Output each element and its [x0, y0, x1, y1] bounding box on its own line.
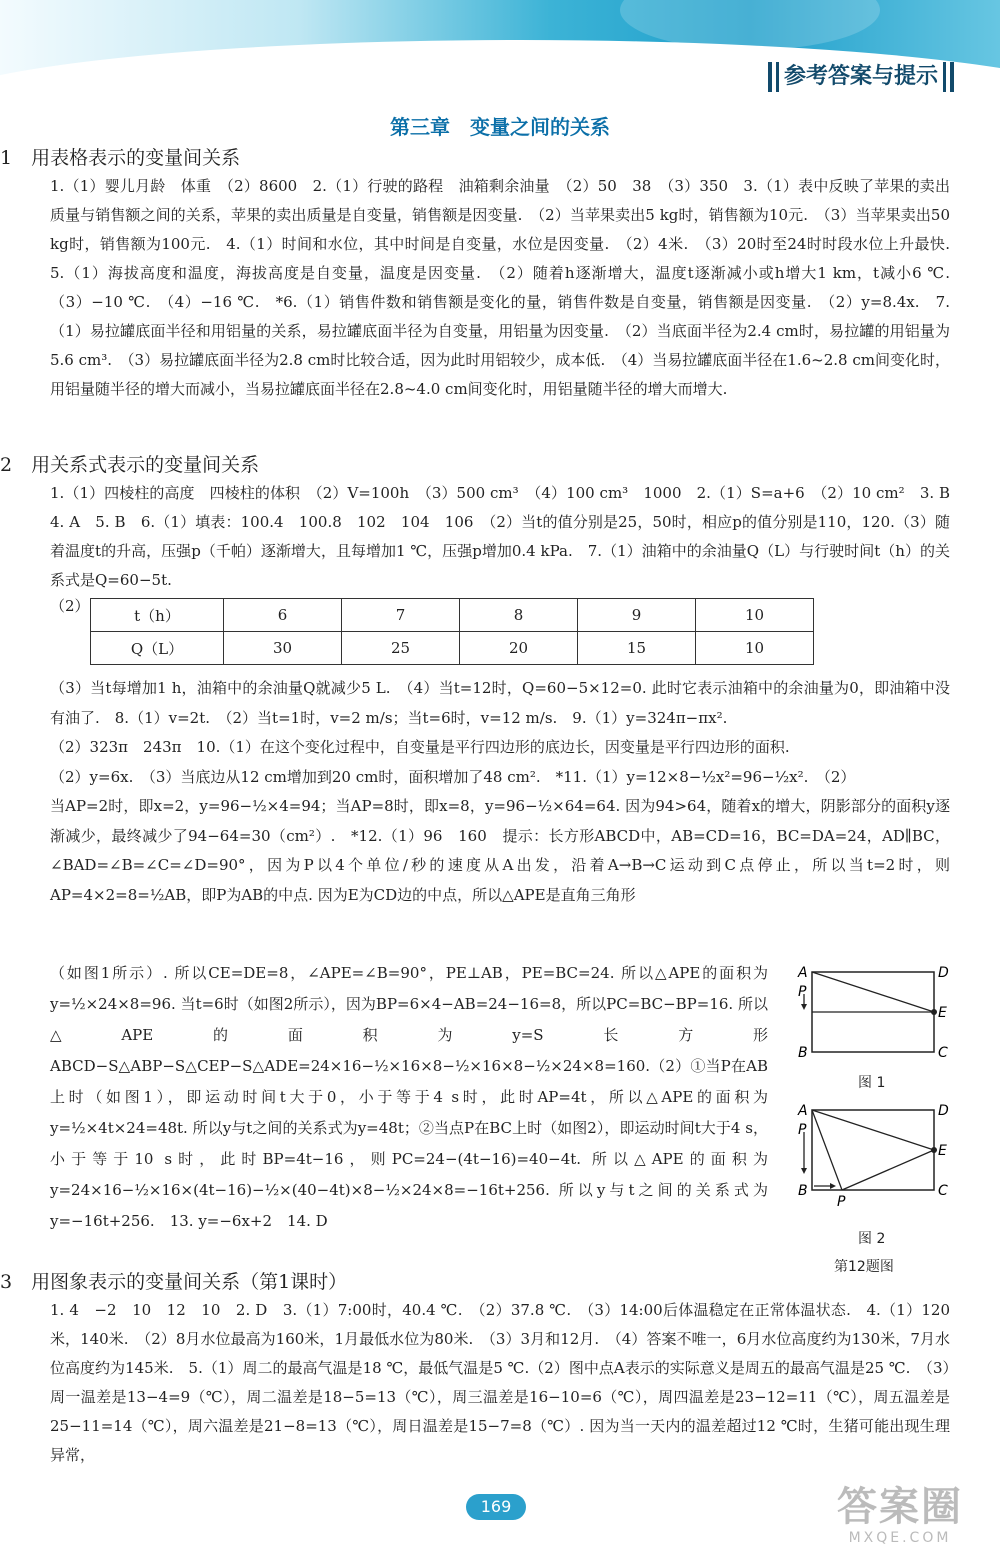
chapter-title: 第三章 变量之间的关系 [390, 115, 610, 139]
table-cell: 15 [578, 632, 696, 665]
label-a: A [798, 1103, 808, 1119]
page-number: 169 [466, 1494, 526, 1520]
label-b: B [798, 1045, 808, 1061]
table-cell: 25 [342, 632, 460, 665]
section-title-1: 1 用表格表示的变量间关系 [0, 147, 241, 169]
figure-1-caption: 图 1 [858, 1075, 886, 1091]
arrowhead-icon [801, 1004, 807, 1010]
rectangle-abcd [812, 1110, 934, 1190]
table-cell: 9 [578, 599, 696, 632]
watermark [820, 1484, 980, 1554]
answer-paragraph: 1.（1）四棱柱的高度 四棱柱的体积 （2）V=100h （3）500 cm³ （4）100 cm³ 1000 2.（1）S=a+6 （2）10 cm² 3. B 4. A 5. B 6.（1）填表：100.4 100.8 102 104 106 （2）当t的值分别是25，50时，相应p的值分别是110，120.（3）随着温度t的升高，压强p（千帕）逐渐增大，且每增加1 ℃，压强p增加0.4 kPa. 7.（1）油箱中的余油量Q（L）与行驶时间t（h）的关系式是Q=60−5t. [50, 484, 966, 589]
segment-ap [812, 1110, 842, 1190]
section-2-continued [50, 674, 950, 910]
label-a: A [798, 965, 808, 981]
table-header-cell: Q（L） [91, 632, 224, 665]
table-cell: 6 [224, 599, 342, 632]
table-cell: 7 [342, 599, 460, 632]
table-header-cell: t（h） [91, 599, 224, 632]
answer-section-tag: 参考答案与提示 [768, 62, 954, 92]
section-2-left-column [50, 958, 768, 1237]
watermark-url: MXQE.COM [848, 1530, 952, 1546]
label-d: D [938, 965, 949, 981]
answer-paragraph: 1.（1）婴儿月龄 体重 （2）8600 2.（1）行驶的路程 油箱剩余油量 （2）50 38 （3）350 3.（1）表中反映了苹果的卖出质量与销售额之间的关系，苹果的卖出质量是自变量，销售额是因变量. （2）当苹果卖出5 kg时，销售额为10元. （3）当苹果卖出50 kg时，销售额为100元. 4.（1）时间和水位，其中时间是自变量，水位是因变量. （2）4米. （3）20时至24时时段水位上升最快. 5.（1）海拔高度和温度，海拔高度是自变量，温度是因变量. （2）随着h逐渐增大，温度t逐渐减小或h增大1 km，t减小6 ℃.（3）−10 ℃. （4）−16 ℃. *6.（1）销售件数和销售额是变化的量，销售件数是自变量，销售额是因变量. （2）y=8.4x. 7.（1）易拉罐底面半径和用铝量的关系，易拉罐底面半径为自变量，用铝量为因变量. （2）当底面半径为2.4 cm时，易拉罐的用铝量为5.6 cm³. （3）易拉罐底面半径为2.8 cm时比较合适，因为此时用铝较少，成本低. （4）当易拉罐底面半径在1.6~2.8 cm间变化时，用铝量随半径的增大而减小，当易拉罐底面半径在2.8~4.0 cm间变化时，用铝量随半径的增大而增大. [50, 177, 966, 398]
label-c: C [938, 1183, 948, 1199]
table-cell: 8 [460, 599, 578, 632]
label-p: P [798, 1122, 807, 1138]
fuel-table [90, 598, 814, 665]
section-title-3: 3 用图象表示的变量间关系（第1课时） [0, 1271, 348, 1293]
table-prefix: （2） [50, 597, 90, 615]
table-cell: 30 [224, 632, 342, 665]
label-p: P [798, 984, 807, 1000]
answer-paragraph: （如图1所示）. 所以CE=DE=8，∠APE=∠B=90°，PE⊥AB，PE=BC=24. 所以△APE的面积为y=½×24×8=96. 当t=6时（如图2所示），因为BP=6×4−AB=24−16=8，所以PC=BC−BP=16. 所以△APE的面积为y=S长方形ABCD−S△ABP−S△CEP−S△ADE=24×16−½×16×8−½×16×8−½×24×8=160.（2）①当P在AB上时（如图1），即运动时间t大于0，小于等于4 s时，此时AP=4t，所以△APE的面积为y=½×4t×24=48t. 所以y与t之间的关系式为y=48t；②当点P在BC上时（如图2），即运动时间t大于4 s，小于等于10 s时，此时BP=4t−16，则PC=24−(4t−16)=40−4t. 所以△APE的面积为y=24×16−½×16×(4t−16)−½×(40−4t)×8−½×24×8=−16t+256. 所以y与t之间的关系式为y=−16t+256. 13. y=−6x+2 14. D [50, 964, 768, 1230]
label-e: E [938, 1143, 947, 1159]
segment-pe [842, 1150, 934, 1190]
point-e [931, 1147, 937, 1153]
table-row [91, 632, 814, 665]
arrowhead-icon [830, 1183, 836, 1189]
answer-paragraph: （2）323π 243π 10.（1）在这个变化过程中，自变量是平行四边形的底边长，因变量是平行四边形的面积. [50, 738, 790, 756]
answer-paragraph: （3）当t每增加1 h，油箱中的余油量Q就减少5 L. （4）当t=12时，Q=60−5×12=0. 此时它表示油箱中的余油量为0，即油箱中没有油了. 8.（1）v=2t. （2）当t=1时，v=2 m/s；当t=6时，v=12 m/s. 9.（1）y=324π−πx². [50, 679, 950, 727]
answer-paragraph: 1. 4 −2 10 12 10 2. D 3.（1）7:00时，40.4 ℃. （2）37.8 ℃. （3）14:00后体温稳定在正常体温状态. 4.（1）120米，140米. （2）8月水位最高为160米，1月最低水位为80米. （3）3月和12月. （4）答案不唯一，6月水位高度约为130米，7月水位高度约为145米. 5.（1）周二的最高气温是18 ℃，最低气温是5 ℃.（2）图中点A表示的实际意义是周五的最高气温是25 ℃. （3）周一温差是13−4=9（℃），周二温差是18−5=13（℃），周三温差是16−10=6（℃），周四温差是23−12=11（℃），周五温差是25−11=14（℃），周六温差是21−8=13（℃），周日温差是15−7=8（℃）. 因为当一天内的温差超过12 ℃时，生猪可能出现生理异常， [50, 1301, 950, 1464]
figure-group-caption: 第12题图 [834, 1259, 894, 1275]
label-b: B [798, 1183, 808, 1199]
label-c: C [938, 1045, 948, 1061]
table-row [91, 599, 814, 632]
label-e: E [938, 1005, 947, 1021]
answer-paragraph: 当AP=2时，即x=2，y=96−½×4=94；当AP=8时，即x=8，y=96−½×64=64. 因为94>64，随着x的增大，阴影部分的面积y逐渐减少，最终减少了94−64=30（cm²）. *12.（1）96 160 提示：长方形ABCD中，AB=CD=16，BC=DA=24，AD∥BC，∠BAD=∠B=∠C=∠D=90°，因为P以4个单位/秒的速度从A出发，沿着A→B→C运动到C点停止，所以当t=2时，则AP=4×2=8=½AB，即P为AB的中点. 因为E为CD边的中点，所以△APE是直角三角形 [50, 797, 950, 904]
label-d: D [938, 1103, 949, 1119]
section-title-2: 2 用关系式表示的变量间关系 [0, 454, 260, 476]
figure-1 [792, 960, 952, 1070]
point-e [931, 1009, 937, 1015]
section-1-answers [50, 172, 966, 404]
table-cell: 20 [460, 632, 578, 665]
segment-ae [812, 1110, 934, 1150]
table-cell: 10 [696, 632, 814, 665]
answer-paragraph: （2）y=6x. （3）当底边从12 cm增加到20 cm时，面积增加了48 cm². *11.（1）y=12×8−½x²=96−½x². （2） [50, 767, 856, 786]
section-3-answers [50, 1296, 950, 1470]
section-2-answers [50, 479, 966, 595]
table-cell: 10 [696, 599, 814, 632]
arrowhead-icon [801, 1168, 807, 1174]
figure-2 [792, 1098, 952, 1218]
segment-ae [812, 972, 934, 1012]
label-p-bottom: P [837, 1194, 846, 1210]
watermark-logo: 答案圈 [837, 1484, 963, 1530]
figure-2-caption: 图 2 [858, 1231, 886, 1247]
